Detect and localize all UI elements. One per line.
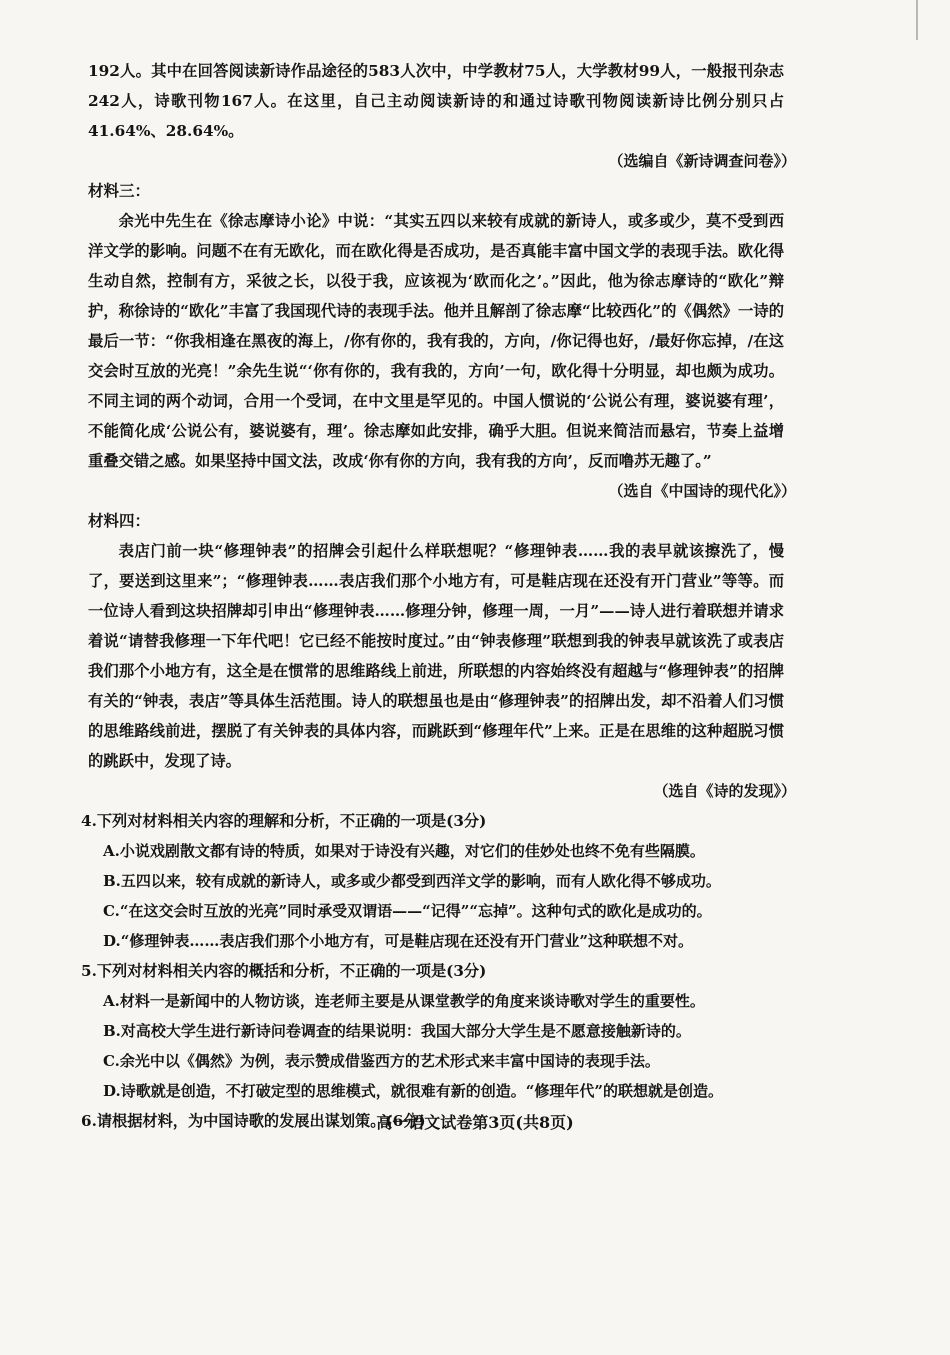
survey-paragraph: 192人。其中在回答阅读新诗作品途径的583人次中，中学教材75人，大学教材99人，一般报刊杂志242人，诗歌刊物167人。在这里，自己主动阅读新诗的和通过诗歌刊物阅读新诗比例分别只占41.64%、28.64%。 (88, 62, 784, 140)
question-5-option-b: B.对高校大学生进行新诗问卷调查的结果说明：我国大部分大学生是不愿意接触新诗的。 (103, 1022, 691, 1040)
material4-heading: 材料四： (88, 511, 151, 530)
page-footer: 高一语文试卷第3页(共8页) (376, 1113, 574, 1132)
question-4-option-b: B.五四以来，较有成就的新诗人，或多或少都受到西洋文学的影响，而有人欧化得不够成功。 (103, 872, 721, 890)
question-4-option-c: C.“在这交会时互放的光亮”同时承受双谓语——“记得”“忘掉”。这种句式的欧化是成功的。 (103, 902, 712, 920)
survey-source: （选编自《新诗调查问卷》） (608, 152, 796, 170)
material3-paragraph: 余光中先生在《徐志摩诗小论》中说：“其实五四以来较有成就的新诗人，或多或少，莫不受到西洋文学的影响。问题不在有无欧化，而在欧化得是否成功，是否真能丰富中国文学的表现手法。欧化得生动自然，控制有方，采彼之长，以役于我，应该视为‘欧而化之’。”因此，他为徐志摩诗的“欧化”辩护，称徐诗的“欧化”丰富了我国现代诗的表现手法。他并且解剖了徐志摩“比较西化”的《偶然》一诗的最后一节：“你我相逢在黑夜的海上，/你有你的，我有我的，方向，/你记得也好，/最好你忘掉，/在这交会时互放的光亮！”余先生说“‘你有你的，我有我的，方向’一句，欧化得十分明显，却也颇为成功。不同主词的两个动词，合用一个受词，在中文里是罕见的。中国人惯说的‘公说公有理，婆说婆有理’，不能简化成‘公说公有，婆说婆有，理’。徐志摩如此安排，确乎大胆。但说来简洁而悬宕，节奏上益增重叠交错之感。如果坚持中国文法，改成‘你有你的方向，我有我的方向’，反而噜苏无趣了。” (88, 212, 784, 470)
question-5-option-d: D.诗歌就是创造，不打破定型的思维模式，就很难有新的创造。“修理年代”的联想就是创造。 (103, 1082, 723, 1100)
material3-source: （选自《中国诗的现代化》） (608, 482, 796, 500)
question-5-stem: 5.下列对材料相关内容的概括和分析，不正确的一项是(3分) (81, 962, 487, 980)
question-6-stem: 6.请根据材料，为中国诗歌的发展出谋划策。(6分) (81, 1112, 426, 1130)
page-content (81, 56, 796, 1136)
question-4-option-a: A.小说戏剧散文都有诗的特质，如果对于诗没有兴趣，对它们的佳妙处也终不免有些隔膜。 (103, 842, 705, 860)
material3-heading: 材料三： (88, 181, 151, 200)
question-4-option-d: D.“修理钟表……表店我们那个小地方有，可是鞋店现在还没有开门营业”这种联想不对。 (103, 932, 693, 950)
question-5-option-a: A.材料一是新闻中的人物访谈，连老师主要是从课堂教学的角度来谈诗歌对学生的重要性。 (103, 992, 705, 1010)
question-5-option-c: C.余光中以《偶然》为例，表示赞成借鉴西方的艺术形式来丰富中国诗的表现手法。 (103, 1052, 660, 1070)
scan-artifact-line (916, 0, 918, 40)
material4-source: （选自《诗的发现》） (653, 782, 796, 800)
material4-paragraph: 表店门前一块“修理钟表”的招牌会引起什么样联想呢？“修理钟表……我的表早就该擦洗了，慢了，要送到这里来”；“修理钟表……表店我们那个小地方有，可是鞋店现在还没有开门营业”等等。而一位诗人看到这块招牌却引申出“修理钟表……修理分钟，修理一周，一月”——诗人进行着联想并请求着说“请替我修理一下年代吧！它已经不能按时度过。”由“钟表修理”联想到我的钟表早就该洗了或表店我们那个小地方有，这全是在惯常的思维路线上前进，所联想的内容始终没有超越与“修理钟表”的招牌有关的“钟表，表店”等具体生活范围。诗人的联想虽也是由“修理钟表”的招牌出发，却不沿着人们习惯的思维路线前进，摆脱了有关钟表的具体内容，而跳跃到“修理年代”上来。正是在思维的这种超脱习惯的跳跃中，发现了诗。 (88, 542, 784, 770)
question-4-stem: 4.下列对材料相关内容的理解和分析，不正确的一项是(3分) (81, 812, 487, 830)
questions-block (81, 806, 784, 1136)
